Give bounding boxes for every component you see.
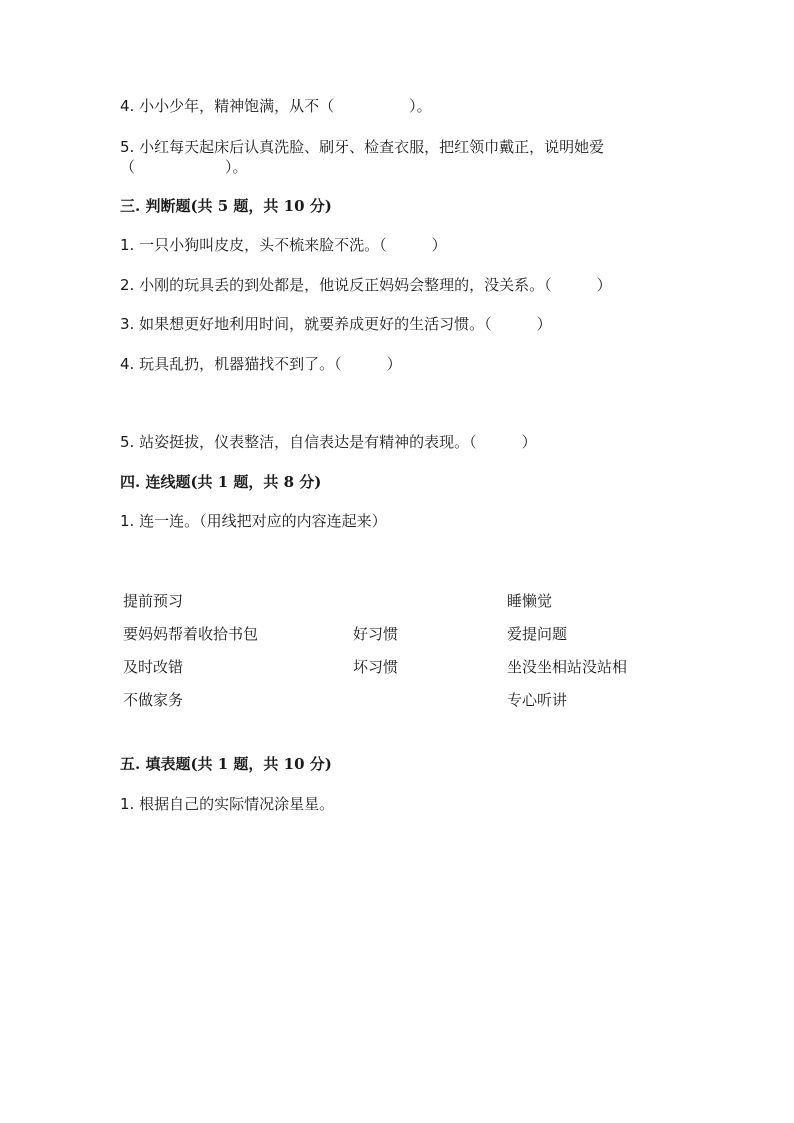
section-3-heading: 三. 判断题(共 5 题，共 10 分) [120, 197, 332, 215]
matching-right-item: 睡懒觉 [507, 592, 553, 610]
judge-item-2: 2. 小刚的玩具丢的到处都是，他说反正妈妈会整理的，没关系。（ ） [120, 276, 612, 294]
section-5-heading: 五. 填表题(共 1 题，共 10 分) [120, 755, 332, 773]
matching-left-item: 要妈妈帮着收拾书包 [123, 625, 259, 643]
matching-left-item: 不做家务 [123, 691, 184, 709]
judge-item-5: 5. 站姿挺拔，仪表整洁，自信表达是有精神的表现。（ ） [120, 433, 537, 451]
table-question: 1. 根据自己的实际情况涂星星。 [120, 795, 335, 813]
section-4-heading: 四. 连线题(共 1 题，共 8 分) [120, 473, 322, 491]
matching-left-item: 及时改错 [123, 658, 184, 676]
matching-right-item: 专心听讲 [507, 691, 568, 709]
question-5-line-1: 5. 小红每天起床后认真洗脸、刷牙、检查衣服，把红领巾戴正，说明她爱 [120, 138, 605, 156]
judge-item-3: 3. 如果想更好地利用时间，就要养成更好的生活习惯。（ ） [120, 315, 552, 333]
question-4: 4. 小小少年，精神饱满，从不（ ）。 [120, 97, 432, 115]
matching-left-item: 提前预习 [123, 592, 184, 610]
question-5-line-2: （ ）。 [120, 158, 248, 176]
matching-right-item: 爱提问题 [507, 625, 568, 643]
matching-middle-item: 坏习惯 [353, 658, 399, 676]
judge-item-1: 1. 一只小狗叫皮皮，头不梳来脸不洗。（ ） [120, 236, 447, 254]
matching-right-item: 坐没坐相站没站相 [507, 658, 628, 676]
judge-item-4: 4. 玩具乱扔，机器猫找不到了。（ ） [120, 355, 402, 373]
matching-question: 1. 连一连。（用线把对应的内容连起来） [120, 512, 387, 530]
matching-middle-item: 好习惯 [353, 625, 399, 643]
